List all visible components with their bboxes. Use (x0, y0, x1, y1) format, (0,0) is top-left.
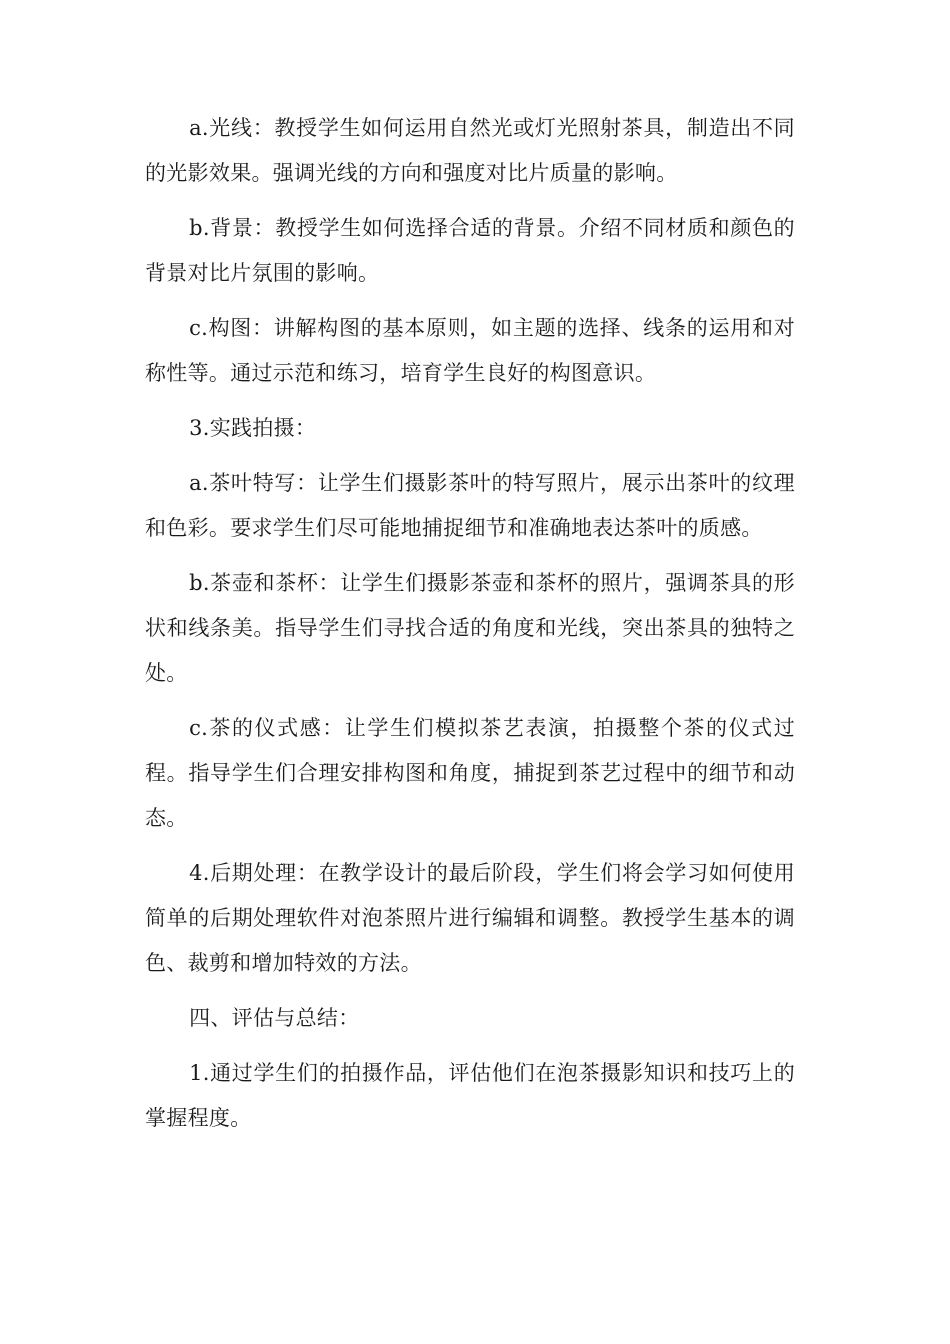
paragraph-lighting: a.光线：教授学生如何运用自然光或灯光照射茶具，制造出不同的光影效果。强调光线的方向和强度对比片质量的影响。 (145, 116, 795, 185)
heading-practice-shooting: 3.实践拍摄： (189, 416, 317, 440)
heading-evaluation-summary: 四、评估与总结： (189, 1006, 360, 1030)
paragraph-composition: c.构图：讲解构图的基本原则，如主题的选择、线条的运用和对称性等。通过示范和练习，培育学生良好的构图意识。 (145, 316, 795, 385)
paragraph-background: b.背景：教授学生如何选择合适的背景。介绍不同材质和颜色的背景对比片氛围的影响。 (145, 216, 795, 285)
paragraph-post-processing: 4.后期处理：在教学设计的最后阶段，学生们将会学习如何使用简单的后期处理软件对泡茶照片进行编辑和调整。教授学生基本的调色、裁剪和增加特效的方法。 (145, 861, 795, 975)
paragraph-teapot-and-cup: b.茶壶和茶杯：让学生们摄影茶壶和茶杯的照片，强调茶具的形状和线条美。指导学生们寻找合适的角度和光线，突出茶具的独特之处。 (145, 571, 795, 685)
paragraph-tea-leaf-closeup: a.茶叶特写：让学生们摄影茶叶的特写照片，展示出茶叶的纹理和色彩。要求学生们尽可能地捕捉细节和准确地表达茶叶的质感。 (145, 471, 795, 540)
paragraph-evaluation-1: 1.通过学生们的拍摄作品，评估他们在泡茶摄影知识和技巧上的掌握程度。 (145, 1061, 795, 1130)
document-body (145, 106, 795, 1151)
paragraph-tea-ceremony: c.茶的仪式感：让学生们模拟茶艺表演，拍摄整个茶的仪式过程。指导学生们合理安排构图和角度，捕捉到茶艺过程中的细节和动态。 (145, 716, 795, 830)
